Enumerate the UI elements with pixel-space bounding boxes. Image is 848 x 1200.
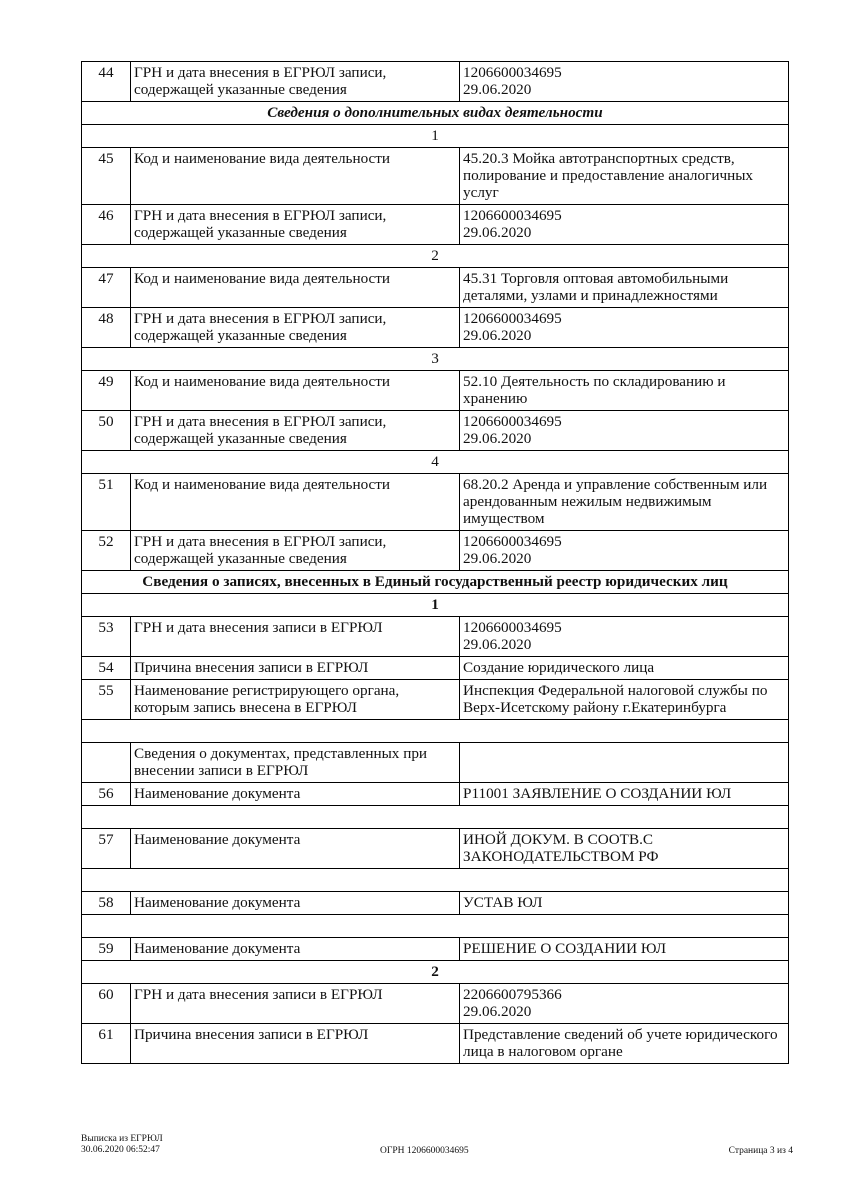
footer-datetime: 30.06.2020 06:52:47 (81, 1145, 160, 1155)
table-row (82, 148, 789, 205)
subsection-number-row (82, 594, 789, 617)
row-label: ГРН и дата внесения в ЕГРЮЛ записи, содержащей указанные сведения (131, 308, 460, 348)
subsection-number-row (82, 961, 789, 984)
row-value: Инспекция Федеральной налоговой службы по Верх-Исетскому району г.Екатеринбурга (460, 680, 789, 720)
section-title: Сведения о дополнительных видах деятельности (82, 102, 789, 125)
table-row (82, 984, 789, 1024)
table-row (82, 371, 789, 411)
row-number: 51 (82, 474, 131, 531)
row-label: Наименование документа (131, 892, 460, 915)
table-row (82, 743, 789, 783)
row-number: 60 (82, 984, 131, 1024)
row-number (82, 743, 131, 783)
subsection-number-row (82, 245, 789, 268)
row-label: Наименование документа (131, 829, 460, 869)
row-label: Код и наименование вида деятельности (131, 148, 460, 205)
row-label: Код и наименование вида деятельности (131, 371, 460, 411)
row-number: 45 (82, 148, 131, 205)
table-row (82, 474, 789, 531)
row-number: 53 (82, 617, 131, 657)
footer-document-name: Выписка из ЕГРЮЛ (81, 1134, 163, 1144)
row-label: Наименование документа (131, 938, 460, 961)
subsection-number: 1 (82, 125, 789, 148)
blank-cell (82, 720, 789, 743)
footer-ogrn: ОГРН 1206600034695 (380, 1146, 469, 1156)
row-value: 1206600034695 29.06.2020 (460, 205, 789, 245)
table-row (82, 938, 789, 961)
row-value: РЕШЕНИЕ О СОЗДАНИИ ЮЛ (460, 938, 789, 961)
row-label: ГРН и дата внесения в ЕГРЮЛ записи, содержащей указанные сведения (131, 62, 460, 102)
section-header-row (82, 571, 789, 594)
row-value: Создание юридического лица (460, 657, 789, 680)
table-row (82, 829, 789, 869)
section-title: Сведения о записях, внесенных в Единый государственный реестр юридических лиц (82, 571, 789, 594)
table-body (82, 62, 789, 1064)
row-label: ГРН и дата внесения в ЕГРЮЛ записи, содержащей указанные сведения (131, 205, 460, 245)
row-label: ГРН и дата внесения записи в ЕГРЮЛ (131, 984, 460, 1024)
row-label: Сведения о документах, представленных при внесении записи в ЕГРЮЛ (131, 743, 460, 783)
table-row (82, 680, 789, 720)
subsection-number: 3 (82, 348, 789, 371)
row-value (460, 743, 789, 783)
row-value: ИНОЙ ДОКУМ. В СООТВ.С ЗАКОНОДАТЕЛЬСТВОМ РФ (460, 829, 789, 869)
subsection-number: 2 (82, 961, 789, 984)
table-row (82, 205, 789, 245)
row-number: 52 (82, 531, 131, 571)
table-row (82, 783, 789, 806)
footer-left (81, 1134, 163, 1156)
row-label: Наименование регистрирующего органа, которым запись внесена в ЕГРЮЛ (131, 680, 460, 720)
row-label: ГРН и дата внесения в ЕГРЮЛ записи, содержащей указанные сведения (131, 531, 460, 571)
blank-separator-row (82, 806, 789, 829)
blank-separator-row (82, 869, 789, 892)
row-number: 54 (82, 657, 131, 680)
row-number: 58 (82, 892, 131, 915)
blank-separator-row (82, 720, 789, 743)
table-row (82, 308, 789, 348)
section-header-row (82, 102, 789, 125)
row-label: Причина внесения записи в ЕГРЮЛ (131, 1024, 460, 1064)
row-value: 52.10 Деятельность по складированию и хранению (460, 371, 789, 411)
blank-cell (82, 869, 789, 892)
table-row (82, 1024, 789, 1064)
row-value: 45.20.3 Мойка автотранспортных средств, полирование и предоставление аналогичных услуг (460, 148, 789, 205)
row-number: 48 (82, 308, 131, 348)
row-value: 1206600034695 29.06.2020 (460, 617, 789, 657)
row-number: 47 (82, 268, 131, 308)
row-value: 1206600034695 29.06.2020 (460, 411, 789, 451)
row-value: 45.31 Торговля оптовая автомобильными деталями, узлами и принадлежностями (460, 268, 789, 308)
subsection-number-row (82, 451, 789, 474)
subsection-number: 2 (82, 245, 789, 268)
row-number: 49 (82, 371, 131, 411)
table-row (82, 62, 789, 102)
row-value: 1206600034695 29.06.2020 (460, 531, 789, 571)
row-number: 61 (82, 1024, 131, 1064)
subsection-number-row (82, 125, 789, 148)
footer-page-number: Страница 3 из 4 (728, 1146, 793, 1156)
egrul-extract-table (81, 61, 789, 1064)
table-row (82, 411, 789, 451)
blank-separator-row (82, 915, 789, 938)
blank-cell (82, 915, 789, 938)
row-value: 1206600034695 29.06.2020 (460, 62, 789, 102)
subsection-number: 4 (82, 451, 789, 474)
row-value: 1206600034695 29.06.2020 (460, 308, 789, 348)
row-label: Причина внесения записи в ЕГРЮЛ (131, 657, 460, 680)
table-row (82, 657, 789, 680)
row-value: УСТАВ ЮЛ (460, 892, 789, 915)
table-row (82, 531, 789, 571)
row-number: 57 (82, 829, 131, 869)
row-number: 55 (82, 680, 131, 720)
row-value: 68.20.2 Аренда и управление собственным или арендованным нежилым недвижимым имуществом (460, 474, 789, 531)
table-row (82, 892, 789, 915)
row-number: 56 (82, 783, 131, 806)
row-label: ГРН и дата внесения в ЕГРЮЛ записи, содержащей указанные сведения (131, 411, 460, 451)
row-label: Код и наименование вида деятельности (131, 268, 460, 308)
row-value: Представление сведений об учете юридического лица в налоговом органе (460, 1024, 789, 1064)
subsection-number: 1 (82, 594, 789, 617)
blank-cell (82, 806, 789, 829)
subsection-number-row (82, 348, 789, 371)
table-row (82, 268, 789, 308)
row-label: Наименование документа (131, 783, 460, 806)
row-number: 46 (82, 205, 131, 245)
row-value: Р11001 ЗАЯВЛЕНИЕ О СОЗДАНИИ ЮЛ (460, 783, 789, 806)
table-row (82, 617, 789, 657)
row-number: 59 (82, 938, 131, 961)
row-number: 44 (82, 62, 131, 102)
row-label: Код и наименование вида деятельности (131, 474, 460, 531)
row-label: ГРН и дата внесения записи в ЕГРЮЛ (131, 617, 460, 657)
row-value: 2206600795366 29.06.2020 (460, 984, 789, 1024)
row-number: 50 (82, 411, 131, 451)
